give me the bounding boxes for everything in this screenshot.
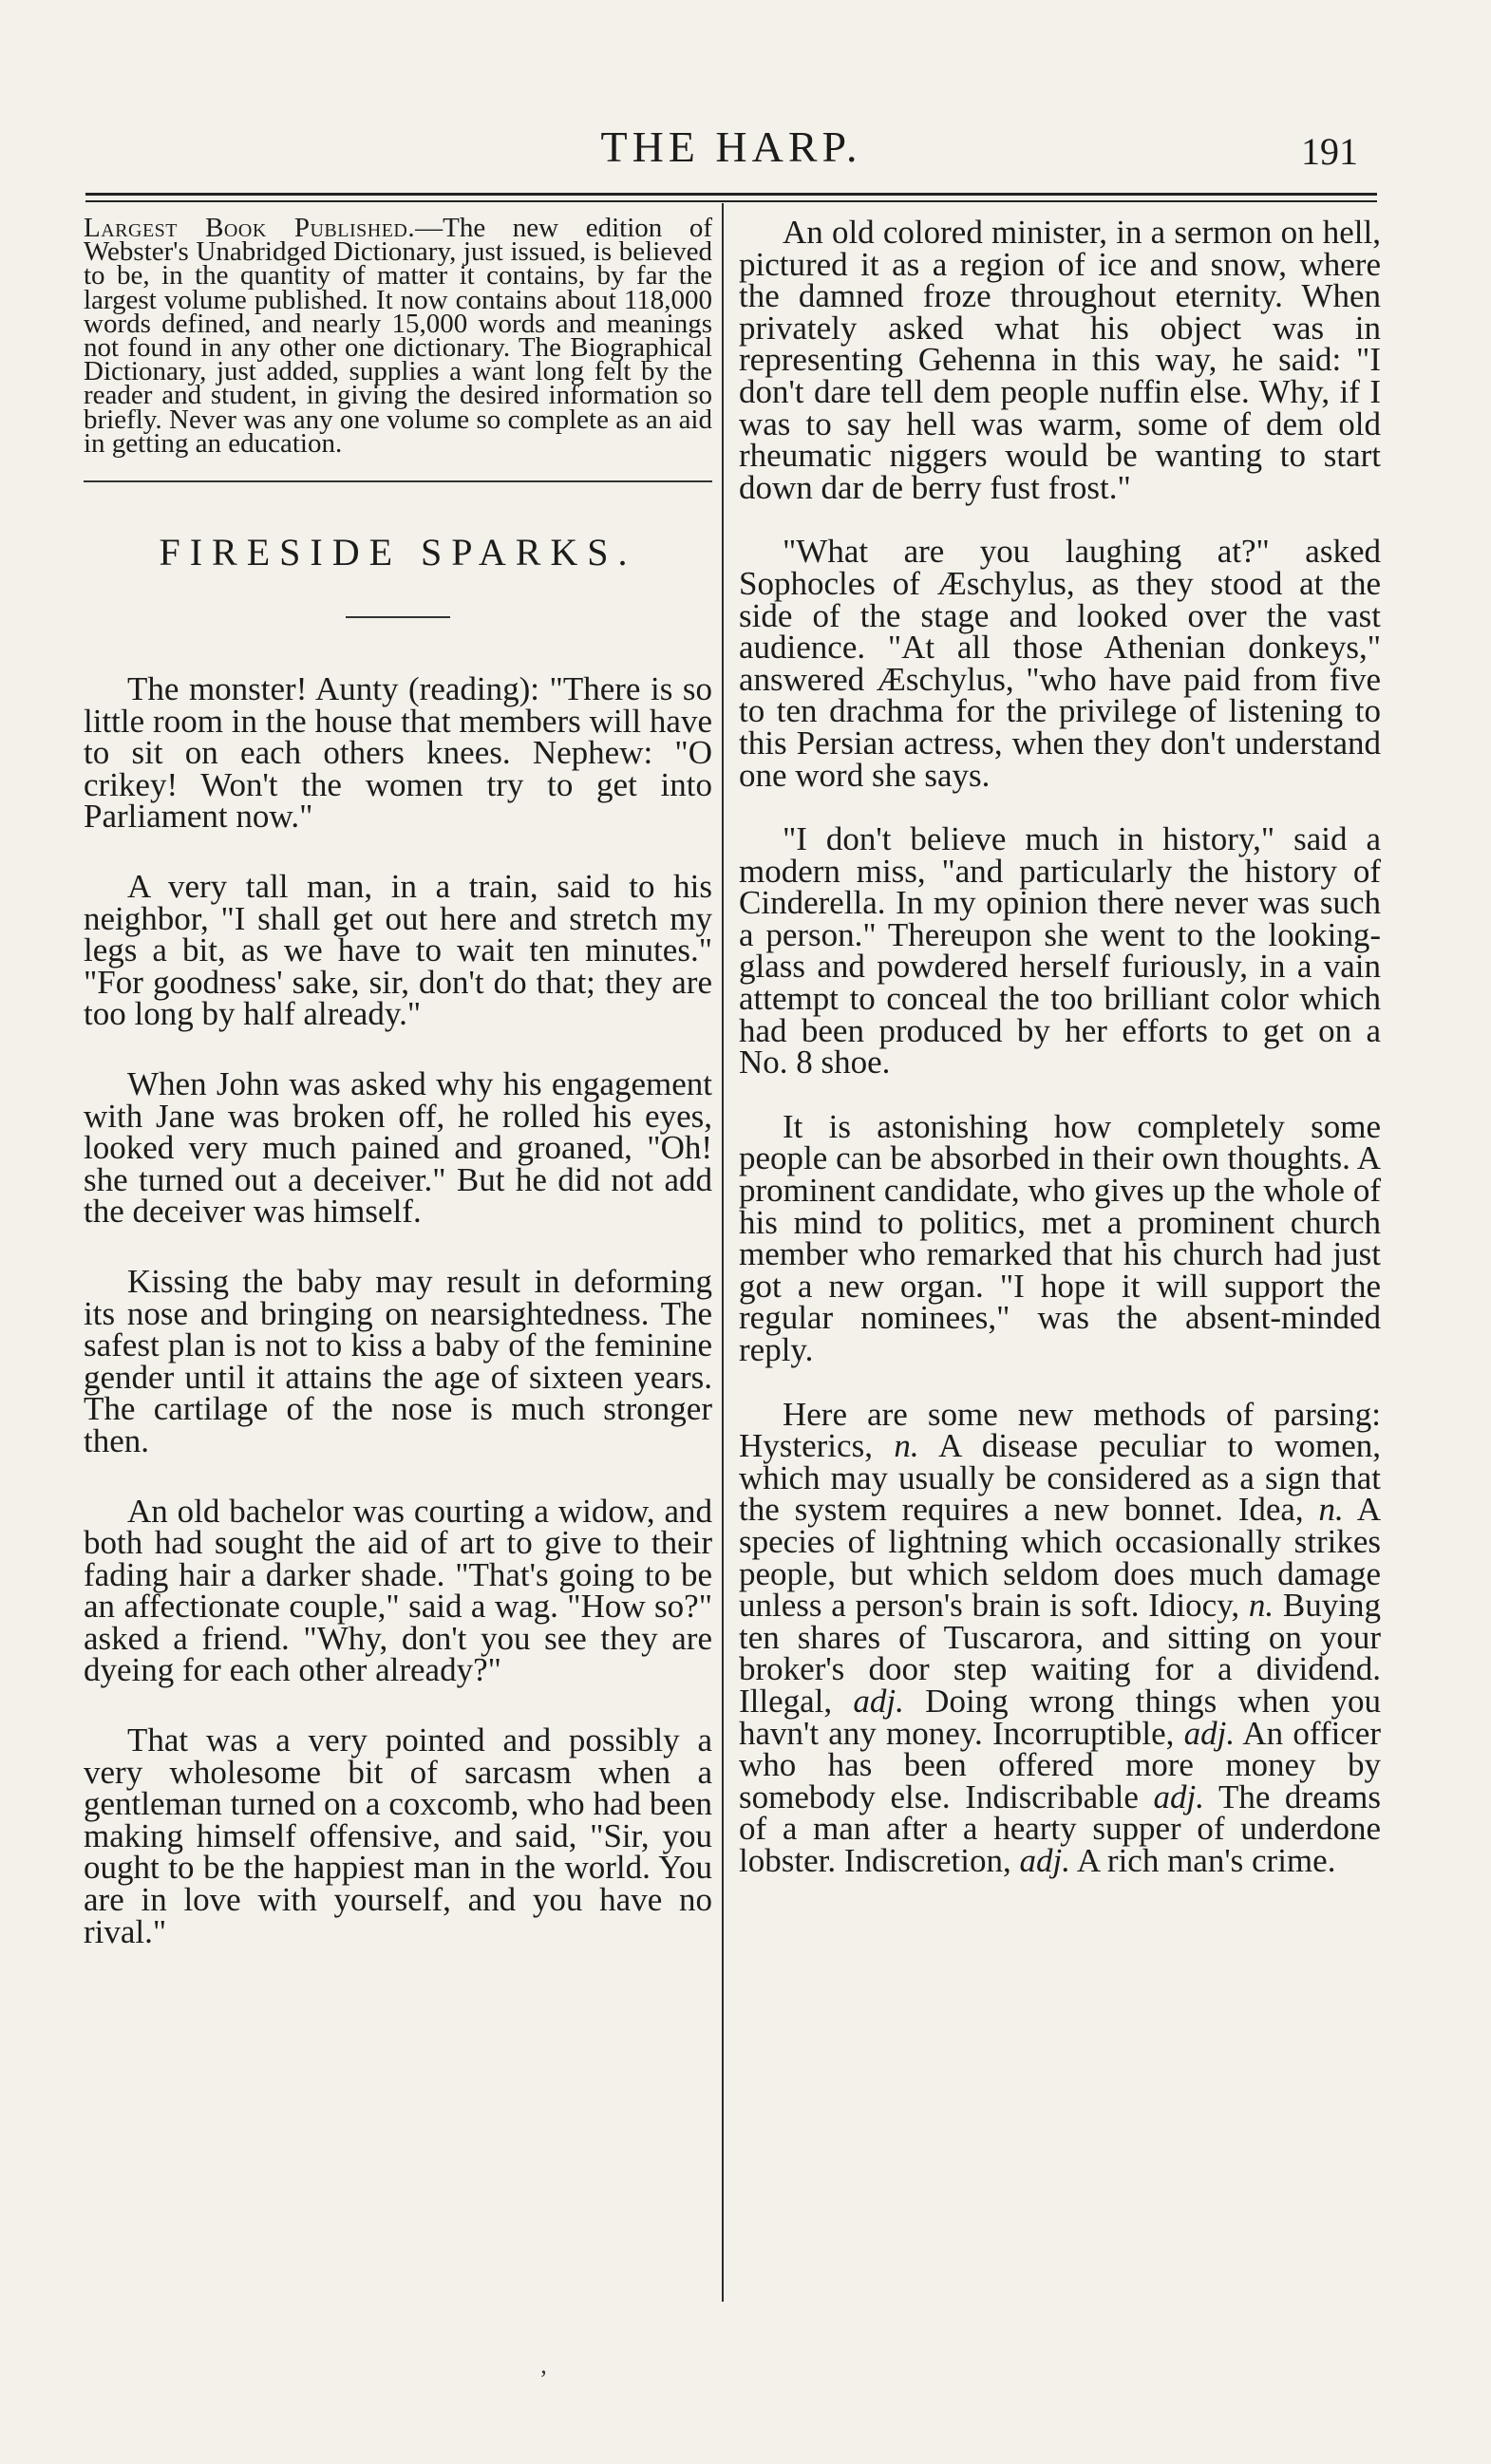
parsing-text: An officer who has been offered more money by somebody else. Indiscribable xyxy=(739,1714,1382,1815)
section-heading: FIRESIDE SPARKS. xyxy=(159,531,637,574)
header-rule-thin xyxy=(85,200,1377,202)
right-column xyxy=(739,216,1381,1909)
parsing-text: Buying ten shares of Tuscarora, and sitting on your broker's door step waiting for a dividend. Illegal, xyxy=(739,1587,1381,1720)
part-of-speech: adj. xyxy=(1183,1714,1236,1752)
page-number: 191 xyxy=(1301,130,1358,173)
anecdote-paragraph: "What are you laughing at?" asked Sophocles of Æschylus, as they stood at the side of the stage and looked over the vast audience. "At all those Athenian donkeys," answered Æschylus, "who have paid from five to ten drachma for the privilege of listening to this Persian actress, when they don't understand one word she says. xyxy=(739,533,1381,794)
anecdote-paragraph: An old bachelor was courting a widow, and both had sought the aid of art to give to their fading hair a darker shade. "That's going to be an affectionate couple," said a wag. "How so?" asked a friend. "Why, don't you see they are dyeing for each other already?" xyxy=(84,1492,712,1689)
notice-title: Largest Book Published. xyxy=(84,213,416,243)
part-of-speech: adj. xyxy=(853,1682,904,1720)
anecdote-paragraph: When John was asked why his engagement with Jane was broken off, he rolled his eyes, looked very much pained and groaned, "Oh! she turned out a deceiver." But he did not add the deceiver was himself. xyxy=(84,1064,712,1231)
part-of-speech: n. xyxy=(1248,1587,1274,1625)
notice-separator xyxy=(84,480,712,482)
parsing-intro: Here are some new methods of parsing: Hysterics, xyxy=(739,1395,1381,1465)
anecdote-paragraph: It is astonishing how completely some people can be absorbed in their own thoughts. A prominent candidate, who gives up the whole of his mind to politics, met a prominent church member who remarked that his church had just got a new organ. "I hope it will support the regular nominees," was the absent-minded reply. xyxy=(739,1107,1381,1368)
left-column xyxy=(84,213,712,1985)
anecdote-paragraph: A very tall man, in a train, said to his neighbor, "I shall get out here and stretch my legs a bit, as we have to wait ten minutes." "For goodness' sake, sir, don't do that; they are too long by half already." xyxy=(84,868,712,1033)
stray-mark: ‚ xyxy=(539,2351,548,2379)
part-of-speech: adj. xyxy=(1153,1777,1204,1815)
part-of-speech: adj. xyxy=(1019,1841,1070,1879)
notice-body: —The new edition of Webster's Unabridged Dictionary, just issued, is believed to be, in the quantity of matter it contains, by far the largest volume published. It now contains about 118,000 words defined, and nearly 15,000 words and meanings not found in any other one dictionary. The Biographical Dictionary, just added, supplies a want long felt by the reader and student, in giving the desired information so briefly. Never was any one volume so complete as an aid in getting an education. xyxy=(84,213,712,459)
part-of-speech: n. xyxy=(1318,1491,1344,1529)
anecdote-paragraph: Kissing the baby may result in deforming its nose and bringing on nearsightedness. The safest plan is not to kiss a baby of the feminine gender until it attains the age of sixteen years. The cartilage of the nose is much stronger then. xyxy=(84,1262,712,1459)
parsing-text: Doing wrong things when you havn't any money. Incorruptible, xyxy=(739,1682,1382,1752)
anecdote-paragraph: An old colored minister, in a sermon on hell, pictured it as a region of ice and snow, where the damned froze throughout eternity. When privately asked what his object was in representing Gehenna in this way, he said: "I don't dare tell dem people nuffin else. Why, if I was to say hell was warm, some of dem old rheumatic niggers would be wanting to start down dar de berry fust frost." xyxy=(739,214,1381,506)
heading-rule xyxy=(346,616,450,618)
running-title: THE HARP. xyxy=(600,122,862,171)
parsing-text: A disease peculiar to women, which may usually be considered as a sign that the system requires a new bonnet. Idea, xyxy=(739,1427,1381,1529)
running-head xyxy=(85,122,1377,179)
anecdote-paragraph: "I don't believe much in history," said a modern miss, "and particularly the history of Cinderella. In my opinion there never was such a person." Thereupon she went to the looking-glass and powdered herself furiously, in a vain attempt to conceal the too brilliant color which had been produced by her efforts to get on a No. 8 shoe. xyxy=(739,820,1381,1082)
column-divider xyxy=(722,203,724,2302)
anecdote-paragraph: That was a very pointed and possibly a very wholesome bit of sarcasm when a gentleman turned on a coxcomb, who had been making himself offensive, and said, "Sir, you ought to be the happiest man in the world. You are in love with yourself, and you have no rival." xyxy=(84,1721,712,1950)
parsing-text: A species of lightning which occasionally strikes people, but which seldom does much damage unless a person's brain is soft. Idiocy, xyxy=(739,1491,1381,1625)
parsing-text: The dreams of a man after a hearty supper of underdone lobster. Indiscretion, xyxy=(739,1777,1381,1879)
header-rule-thick xyxy=(85,193,1377,196)
parsing-paragraph xyxy=(739,1395,1382,1879)
anecdote-paragraph: The monster! Aunty (reading): "There is so little room in the house that members will have to sit on each others knees. Nephew: "O crikey! Won't the women try to get into Parliament now." xyxy=(84,670,712,836)
parsing-text: A rich man's crime. xyxy=(1076,1841,1336,1879)
dictionary-notice xyxy=(84,213,712,459)
part-of-speech: n. xyxy=(894,1427,919,1465)
